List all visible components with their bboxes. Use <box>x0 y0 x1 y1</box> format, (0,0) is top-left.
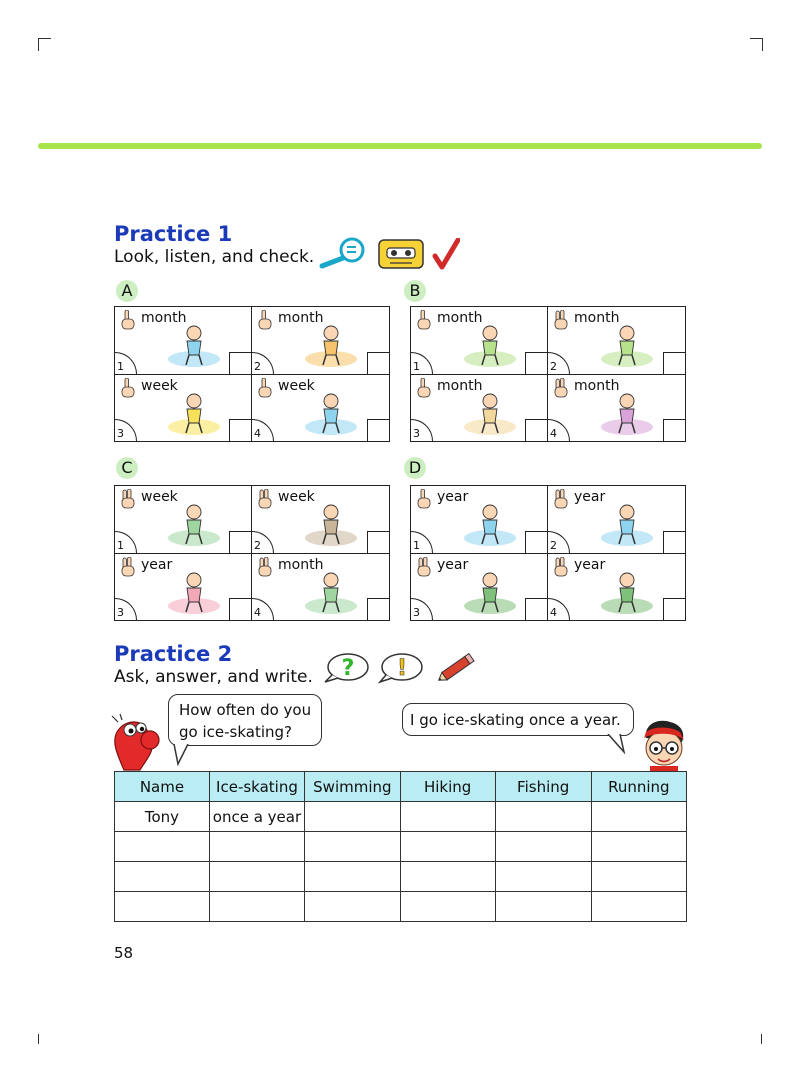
table-header-cell: Name <box>115 772 210 802</box>
table-cell[interactable]: once a year <box>209 802 304 832</box>
one-finger-icon <box>119 378 137 398</box>
one-finger-icon <box>256 378 274 398</box>
frequency-word: month <box>437 310 483 326</box>
table-cell[interactable] <box>400 832 495 862</box>
svg-text:?: ? <box>341 656 355 681</box>
survey-table <box>114 771 687 922</box>
item-number: 2 <box>252 531 274 553</box>
item-number: 3 <box>411 419 433 441</box>
crop-mark <box>38 1034 39 1044</box>
check-box[interactable] <box>367 531 389 553</box>
picture-cell <box>252 553 389 620</box>
red-mascot-icon <box>106 712 170 772</box>
check-box[interactable] <box>525 531 547 553</box>
check-box[interactable] <box>229 419 251 441</box>
check-box[interactable] <box>367 419 389 441</box>
boat-fishing-icon <box>598 389 656 437</box>
table-cell[interactable]: Tony <box>115 802 210 832</box>
table-cell[interactable] <box>305 802 401 832</box>
practice2-title: Practice 2 <box>114 642 233 666</box>
shopping-boy-icon <box>598 321 656 369</box>
frequency-word: week <box>278 378 315 394</box>
picture-cell <box>252 486 389 553</box>
frequency-word: year <box>574 557 606 573</box>
table-row <box>115 802 687 832</box>
check-box[interactable] <box>229 598 251 620</box>
shopping-boy-icon <box>461 321 519 369</box>
table-header-cell: Running <box>591 772 686 802</box>
table-cell[interactable] <box>305 892 401 922</box>
one-finger-icon <box>415 378 433 398</box>
check-box[interactable] <box>663 419 685 441</box>
frequency-word: month <box>278 557 324 573</box>
two-fingers-icon <box>415 557 433 577</box>
item-number: 2 <box>548 352 570 374</box>
check-box[interactable] <box>525 419 547 441</box>
picture-cell <box>411 374 548 441</box>
frequency-word: week <box>141 378 178 394</box>
item-number: 1 <box>115 531 137 553</box>
exclamation-bubble-icon <box>378 652 426 684</box>
check-box[interactable] <box>663 531 685 553</box>
two-fingers-icon <box>552 489 570 509</box>
practice1-instruction: Look, listen, and check. <box>114 247 315 267</box>
picture-cell <box>252 374 389 441</box>
magnifier-icon <box>318 236 370 270</box>
hiking-forest-icon <box>461 568 519 616</box>
frequency-word: year <box>437 557 469 573</box>
two-fingers-icon <box>119 557 137 577</box>
running-person-icon <box>302 321 360 369</box>
check-box[interactable] <box>367 352 389 374</box>
table-header-cell: Swimming <box>305 772 401 802</box>
picture-cell <box>411 486 548 553</box>
shopping-man-icon <box>302 500 360 548</box>
item-number: 4 <box>548 419 570 441</box>
frequency-word: month <box>574 310 620 326</box>
section-label-a: A <box>116 280 138 302</box>
item-number: 4 <box>548 598 570 620</box>
item-number: 3 <box>115 598 137 620</box>
table-cell[interactable] <box>400 862 495 892</box>
item-number: 2 <box>548 531 570 553</box>
boy-character-icon <box>636 718 692 772</box>
swimming-person-icon <box>165 321 223 369</box>
frequency-word: month <box>574 378 620 394</box>
grid-b <box>410 306 686 442</box>
two-fingers-icon <box>552 378 570 398</box>
two-fingers-icon <box>119 489 137 509</box>
two-fingers-icon <box>552 557 570 577</box>
question-line-1: How often do you <box>179 701 312 719</box>
question-speech-bubble <box>168 694 322 746</box>
picture-cell <box>115 307 252 374</box>
check-box[interactable] <box>367 598 389 620</box>
swimming-person-icon <box>598 500 656 548</box>
table-cell[interactable] <box>400 892 495 922</box>
frequency-word: year <box>437 489 469 505</box>
shopping-girl-icon <box>165 568 223 616</box>
crop-mark <box>761 1034 762 1044</box>
check-box[interactable] <box>663 352 685 374</box>
two-fingers-icon <box>552 310 570 330</box>
table-cell[interactable] <box>115 892 210 922</box>
section-label-b: B <box>404 280 426 302</box>
two-fingers-icon <box>256 489 274 509</box>
picture-cell <box>548 486 685 553</box>
table-cell[interactable] <box>495 802 591 832</box>
check-mark-icon <box>432 238 460 270</box>
table-header-row <box>115 772 687 802</box>
table-cell[interactable] <box>209 832 304 862</box>
grid-c <box>114 485 390 621</box>
item-number: 4 <box>252 419 274 441</box>
svg-text:!: ! <box>396 656 408 681</box>
table-cell[interactable] <box>115 862 210 892</box>
bubble-tail <box>606 734 628 754</box>
frequency-word: week <box>141 489 178 505</box>
pencil-icon <box>434 652 480 684</box>
table-row <box>115 862 687 892</box>
two-fingers-icon <box>256 557 274 577</box>
grid-d <box>410 485 686 621</box>
table-cell[interactable] <box>209 862 304 892</box>
table-header-cell: Ice-skating <box>209 772 304 802</box>
table-cell[interactable] <box>591 892 686 922</box>
fishing-person-icon <box>461 389 519 437</box>
check-box[interactable] <box>525 598 547 620</box>
item-number: 1 <box>115 352 137 374</box>
jumping-person-icon <box>165 389 223 437</box>
picture-cell <box>548 374 685 441</box>
check-box[interactable] <box>525 352 547 374</box>
picture-cell <box>252 307 389 374</box>
item-number: 1 <box>411 352 433 374</box>
item-number: 3 <box>411 598 433 620</box>
table-cell[interactable] <box>495 862 591 892</box>
item-number: 3 <box>115 419 137 441</box>
practice1-title: Practice 1 <box>114 222 233 246</box>
one-finger-icon <box>415 489 433 509</box>
picture-cell <box>548 553 685 620</box>
question-line-2: go ice-skating? <box>179 723 292 741</box>
practice2-instruction: Ask, answer, and write. <box>114 667 313 687</box>
table-cell[interactable] <box>209 892 304 922</box>
one-finger-icon <box>256 310 274 330</box>
table-cell[interactable] <box>591 832 686 862</box>
table-cell[interactable] <box>495 832 591 862</box>
picture-cell <box>115 486 252 553</box>
table-cell[interactable] <box>400 802 495 832</box>
hiking-forest-icon <box>598 568 656 616</box>
check-box[interactable] <box>229 531 251 553</box>
picture-cell <box>548 307 685 374</box>
one-finger-icon <box>415 310 433 330</box>
check-box[interactable] <box>229 352 251 374</box>
grid-a <box>114 306 390 442</box>
picture-cell <box>411 553 548 620</box>
table-header-cell: Hiking <box>400 772 495 802</box>
picture-cell <box>115 553 252 620</box>
header-rule <box>38 143 762 149</box>
frequency-word: year <box>574 489 606 505</box>
item-number: 1 <box>411 531 433 553</box>
one-finger-icon <box>119 310 137 330</box>
table-cell[interactable] <box>591 802 686 832</box>
frequency-word: week <box>278 489 315 505</box>
table-cell[interactable] <box>305 862 401 892</box>
section-label-d: D <box>404 457 426 479</box>
table-cell[interactable] <box>305 832 401 862</box>
picture-cell <box>115 374 252 441</box>
hiking-kids-icon <box>165 500 223 548</box>
swimming-person-icon <box>461 500 519 548</box>
question-bubble-icon <box>322 652 370 684</box>
bubble-tail <box>172 744 192 766</box>
crop-mark <box>38 38 51 51</box>
cassette-tape-icon <box>378 239 424 269</box>
item-number: 4 <box>252 598 274 620</box>
frequency-word: month <box>141 310 187 326</box>
table-cell[interactable] <box>591 862 686 892</box>
check-box[interactable] <box>663 598 685 620</box>
page-number: 58 <box>114 944 134 962</box>
frequency-word: year <box>141 557 173 573</box>
table-cell[interactable] <box>495 892 591 922</box>
table-cell[interactable] <box>115 832 210 862</box>
swimming-person-icon <box>302 389 360 437</box>
frequency-word: month <box>437 378 483 394</box>
table-row <box>115 832 687 862</box>
answer-speech-bubble: I go ice-skating once a year. <box>402 703 634 736</box>
frequency-word: month <box>278 310 324 326</box>
table-row <box>115 892 687 922</box>
section-label-c: C <box>116 457 138 479</box>
crop-mark <box>750 38 763 51</box>
table-header-cell: Fishing <box>495 772 591 802</box>
picture-cell <box>411 307 548 374</box>
hiking-kids-icon <box>302 568 360 616</box>
item-number: 2 <box>252 352 274 374</box>
